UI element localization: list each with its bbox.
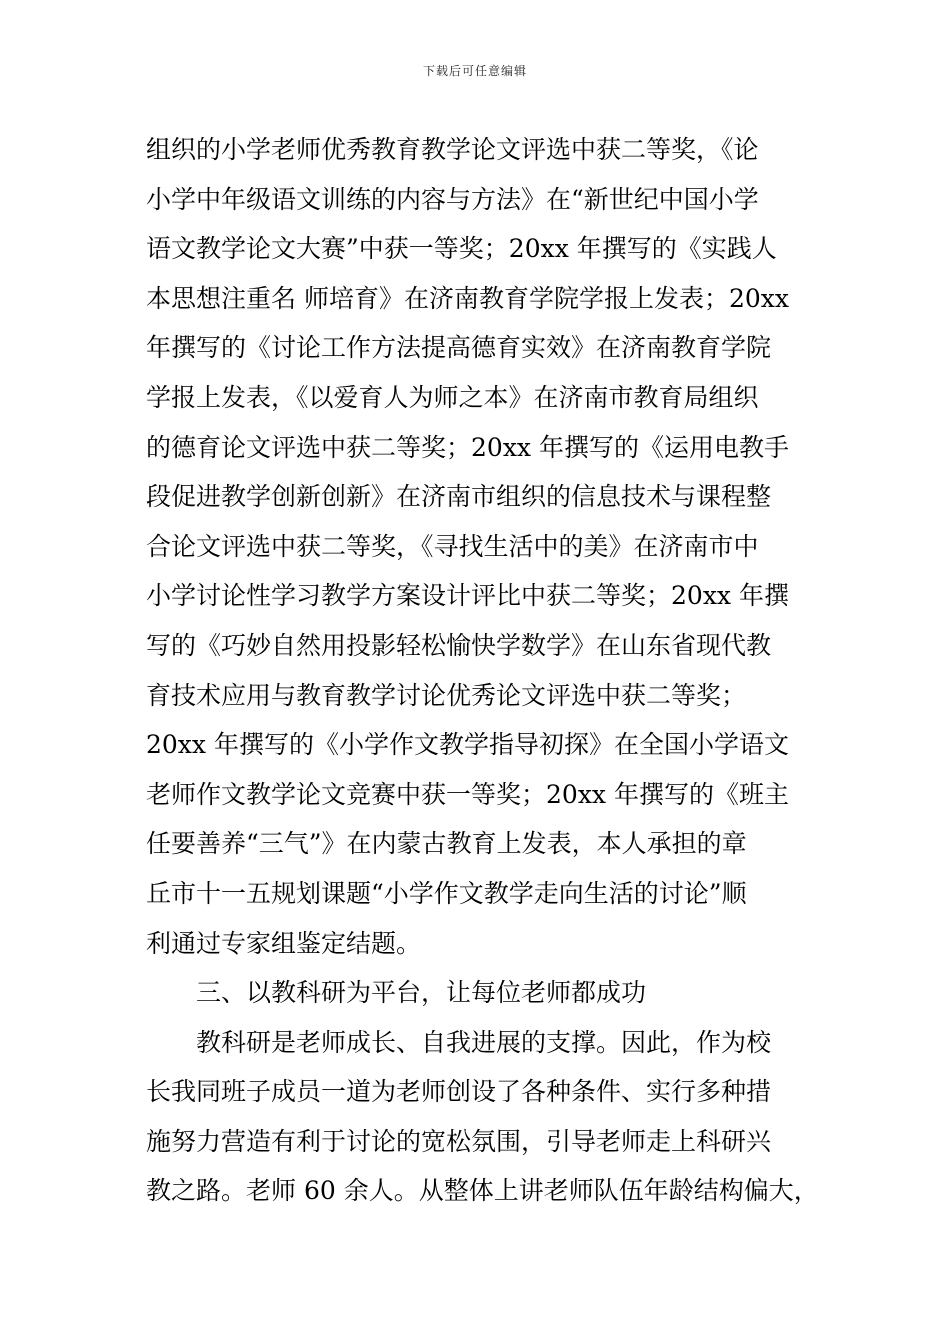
section-heading: 三、以教科研为平台，让每位老师都成功 [196, 978, 647, 1008]
text-line: 教科研是老师成长、自我进展的支撑。因此，作为校 [196, 1027, 772, 1057]
text-line: 丘市十一五规划课题“小学作文教学走向生活的讨论”顺 [146, 878, 747, 908]
text-line: 本思想注重名 师培育》在济南教育学院学报上发表；20xx [146, 283, 789, 313]
text-line: 合论文评选中获二等奖，《寻找生活中的美》在济南市中 [146, 531, 759, 561]
text-line: 写的《巧妙自然用投影轻松愉快学数学》在山东省现代教 [146, 630, 772, 660]
text-line: 利通过专家组鉴定结题。 [146, 928, 422, 958]
text-line: 学报上发表，《以爱育人为师之本》在济南市教育局组织 [146, 382, 759, 412]
text-line: 组织的小学老师优秀教育教学论文评选中获二等奖，《论 [146, 135, 759, 164]
text-line: 老师作文教学论文竞赛中获一等奖；20xx 年撰写的《班主 [146, 779, 789, 809]
text-line: 小学讨论性学习教学方案设计评比中获二等奖；20xx 年撰 [146, 581, 789, 611]
text-line: 的德育论文评选中获二等奖；20xx 年撰写的《运用电教手 [146, 432, 789, 462]
text-line: 20xx 年撰写的《小学作文教学指导初探》在全国小学语文 [146, 730, 789, 760]
text-line: 年撰写的《讨论工作方法提高德育实效》在济南教育学院 [146, 333, 772, 363]
page-header: 下载后可任意编辑 [422, 64, 527, 78]
text-line: 任要善养“三气”》在内蒙古教育上发表，本人承担的章 [146, 829, 747, 859]
text-line: 小学中年级语文训练的内容与方法》在“新世纪中国小学 [146, 184, 759, 214]
text-line: 段促进教学创新创新》在济南市组织的信息技术与课程整 [146, 482, 772, 512]
text-line: 语文教学论文大赛”中获一等奖；20xx 年撰写的《实践人 [146, 234, 777, 264]
text-line: 长我同班子成员一道为老师创设了各种条件、实行多种措 [146, 1077, 772, 1107]
text-line: 教之路。老师 60 余人。从整体上讲老师队伍年龄结构偏大， [146, 1176, 819, 1206]
text-line: 施努力营造有利于讨论的宽松氛围，引导老师走上科研兴 [146, 1126, 772, 1156]
text-line: 育技术应用与教育教学讨论优秀论文评选中获二等奖； [146, 680, 747, 710]
document-body [146, 125, 826, 1216]
